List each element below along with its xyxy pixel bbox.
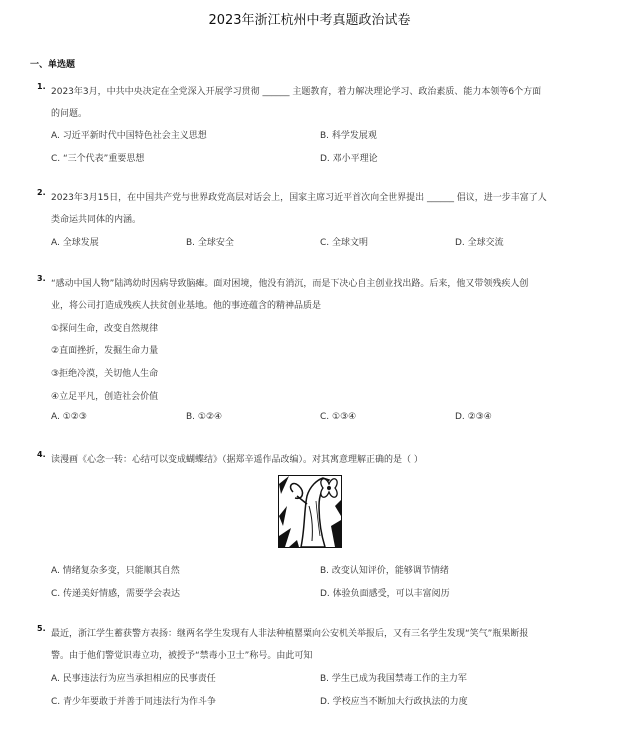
option-c[interactable]: C. 传递美好情感，需要学会表达: [51, 589, 181, 599]
statement-item: ③拒绝冷漠，关切他人生命: [51, 369, 159, 379]
question-text: 读漫画《心念一转：心结可以变成蝴蝶结》（据郑辛遥作品改编）。对其寓意理解正确的是（ ）: [51, 455, 423, 465]
option-d[interactable]: D. 学校应当不断加大行政执法的力度: [320, 697, 468, 707]
option-d[interactable]: D. 体验负面感受，可以丰富阅历: [320, 589, 450, 599]
question-number: 1.: [37, 82, 46, 91]
question-text: “感动中国人物”陆鸿幼时因病导致脑瘫。面对困境，他没有消沉，而是下决心自主创业找出路。后来，他又带领残疾人创: [51, 279, 529, 289]
option-b[interactable]: B. 改变认知评价，能够调节情绪: [320, 566, 449, 576]
option-d[interactable]: D. 邓小平理论: [320, 154, 378, 164]
question-text: 最近，浙江学生蓄获警方表扬：继两名学生发现有人非法种植罂粟向公安机关举报后，又有三名学生发现“笑气”瓶果断报: [51, 629, 529, 639]
option-b[interactable]: B. ①②④: [186, 412, 223, 422]
question-text: 的问题。: [51, 109, 88, 119]
statement-item: ②直面挫折，发掘生命力量: [51, 346, 159, 356]
option-b[interactable]: B. 学生已成为我国禁毒工作的主力军: [320, 674, 467, 684]
question-number: 3.: [37, 274, 46, 283]
cartoon-image: [278, 475, 342, 548]
option-a[interactable]: A. 全球发展: [51, 238, 99, 248]
question-text: 类命运共同体的内涵。: [51, 215, 142, 225]
option-b[interactable]: B. 科学发展观: [320, 131, 377, 141]
statement-item: ①探问生命，改变自然规律: [51, 324, 159, 334]
question-text: 2023年3月15日，在中国共产党与世界政党高层对话会上，国家主席习近平首次向全世界提出 ______ 倡议，进一步丰富了人: [51, 193, 547, 203]
question-number: 4.: [37, 450, 46, 459]
option-c[interactable]: C. 青少年要敢于并善于同违法行为作斗争: [51, 697, 217, 707]
question-number: 5.: [37, 624, 46, 633]
option-b[interactable]: B. 全球安全: [186, 238, 234, 248]
option-a[interactable]: A. ①②③: [51, 412, 87, 422]
statement-item: ④立足平凡，创造社会价值: [51, 392, 159, 402]
page-title: 2023年浙江杭州中考真题政治试卷: [208, 13, 411, 28]
option-d[interactable]: D. 全球交流: [455, 238, 504, 248]
option-c[interactable]: C. “三个代表”重要思想: [51, 154, 145, 164]
question-text: 警。由于他们警觉识毒立功，被授予“禁毒小卫士”称号。由此可知: [51, 651, 313, 661]
option-d[interactable]: D. ②③④: [455, 412, 492, 422]
option-c[interactable]: C. 全球文明: [320, 238, 369, 248]
tree-butterfly-illustration: [279, 476, 341, 547]
option-c[interactable]: C. ①③④: [320, 412, 357, 422]
question-text: 业，将公司打造成残疾人扶贫创业基地。他的事迹蕴含的精神品质是: [51, 301, 322, 311]
option-a[interactable]: A. 民事违法行为应当承担相应的民事责任: [51, 674, 216, 684]
question-number: 2.: [37, 188, 46, 197]
section-heading: 一、单选题: [30, 60, 76, 70]
question-text: 2023年3月，中共中央决定在全党深入开展学习贯彻 ______ 主题教育，着力解决理论学习、政治素质、能力本领等6个方面: [51, 87, 542, 97]
option-a[interactable]: A. 习近平新时代中国特色社会主义思想: [51, 131, 207, 141]
option-a[interactable]: A. 情绪复杂多变，只能顺其自然: [51, 566, 180, 576]
